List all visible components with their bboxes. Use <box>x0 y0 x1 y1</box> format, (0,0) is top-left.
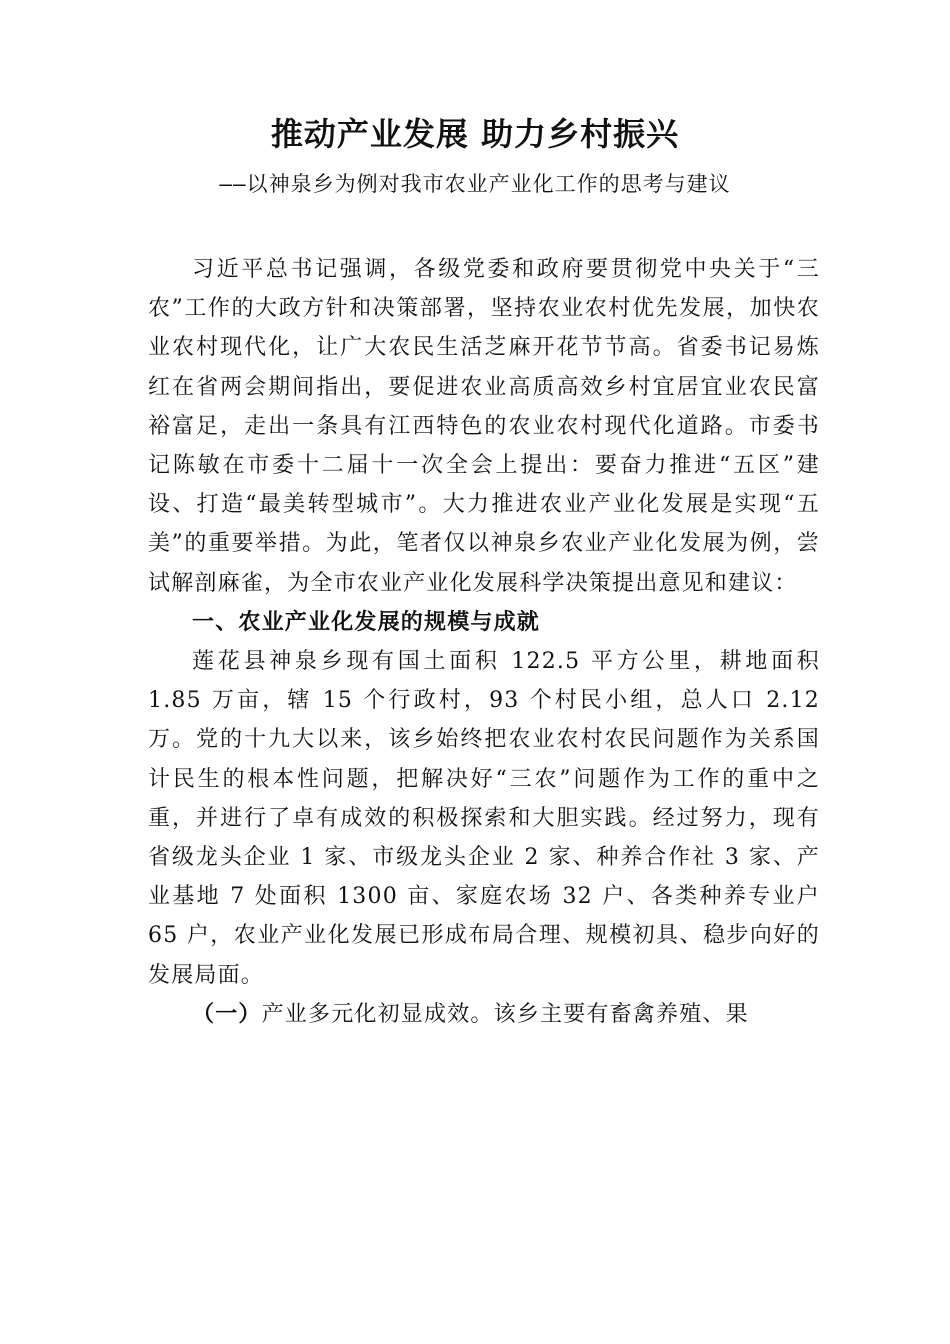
paragraph-scale: 莲花县神泉乡现有国土面积 122.5 平方公里，耕地面积 1.85 万亩，辖 15 个行政村，93 个村民小组，总人口 2.12 万。党的十九大以来，该乡始终把农业农村农民问题作为关系国计民生的根本性问题，把解决好“三农”问题作为工作的重中之重，并进行了卓有成效的积极探索和大胆实践。经过努力，现有省级龙头企业 1 家、市级龙头企业 2 家、种养合作社 3 家、产业基地 7 处面积 1300 亩、家庭农场 32 户、各类种养专业户 65 户，农业产业化发展已形成布局合理、规模初具、稳步向好的发展局面。 <box>148 649 820 988</box>
document-title: 推动产业发展 助力乡村振兴 <box>270 115 680 153</box>
paragraph-subsection <box>148 995 820 1034</box>
sub-heading-marker: （一） <box>192 1001 262 1027</box>
paragraph-intro: 习近平总书记强调，各级党委和政府要贯彻党中央关于“三农”工作的大政方针和决策部署，坚持农业农村优先发展，加快农业农村现代化，让广大农民生活芝麻开花节节高。省委书记易炼红在省两会期间指出，要促进农业高质高效乡村宜居宜业农民富裕富足，走出一条具有江西特色的农业农村现代化道路。市委书记陈敏在市委十二届十一次全会上提出：要奋力推进“五区”建设、打造“最美转型城市”。大力推进农业产业化发展是实现“五美”的重要举措。为此，笔者仅以神泉乡农业产业化发展为例，尝试解剖麻雀，为全市农业产业化发展科学决策提出意见和建议： <box>148 257 820 596</box>
document-subtitle: ——以神泉乡为例对我市农业产业化工作的思考与建议 <box>219 172 731 196</box>
sub-heading-text: 产业多元化初显成效。该乡主要有畜禽养殖、果 <box>261 1001 749 1027</box>
section-heading: 一、农业产业化发展的规模与成就 <box>192 609 541 635</box>
document-body <box>148 250 820 1034</box>
